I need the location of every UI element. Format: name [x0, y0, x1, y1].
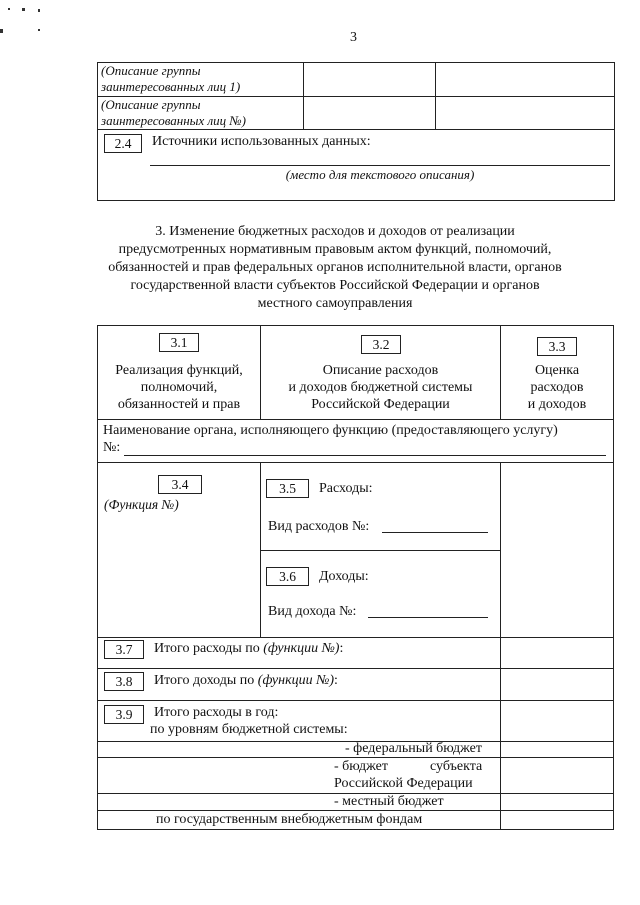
column-header-functions — [98, 362, 260, 413]
table-border — [435, 62, 436, 129]
table-border — [97, 62, 98, 201]
table-border — [97, 810, 614, 811]
table-border — [97, 668, 614, 669]
table-border — [97, 462, 614, 463]
code-box-3-9: 3.9 — [104, 705, 144, 724]
heading-line: предусмотренных нормативным правовым актом функций, полномочий, — [118, 242, 552, 257]
code-box-3-6: 3.6 — [266, 567, 309, 586]
total-income-label — [154, 673, 338, 689]
header-line: и доходов — [527, 397, 587, 412]
table-border — [97, 200, 614, 201]
code-box-3-1: 3.1 — [159, 333, 199, 352]
header-line: Оценка — [534, 363, 580, 378]
column-header-assessment — [501, 362, 613, 413]
group-description-1: (Описание группы заинтересованных лиц 1) — [101, 63, 241, 94]
column-header-description — [261, 362, 500, 413]
page-number: 3 — [350, 30, 357, 45]
table-border — [97, 829, 614, 830]
code-box-3-3: 3.3 — [537, 337, 577, 356]
code-box-3-8: 3.8 — [104, 672, 144, 691]
heading-line: местного самоуправления — [257, 296, 413, 311]
heading-line: государственной власти субъектов Российской Федерации и органов — [130, 278, 540, 293]
organ-name-label: Наименование органа, исполняющего функцию (предоставляющего услугу) — [103, 423, 558, 438]
sources-label: Источники использованных данных: — [152, 134, 371, 149]
scan-mark — [22, 8, 25, 11]
table-border — [97, 129, 614, 130]
header-line: Российской Федерации — [311, 397, 450, 412]
table-border — [614, 62, 615, 201]
scan-mark — [8, 8, 10, 10]
organ-number-label: №: — [103, 440, 121, 455]
label-text: Итого расходы по — [154, 641, 264, 656]
label-text: Итого доходы по — [154, 673, 258, 688]
scan-mark — [0, 29, 3, 33]
table-border — [260, 462, 261, 637]
expenses-label: Расходы: — [319, 481, 373, 496]
code-box-3-4: 3.4 — [158, 475, 202, 494]
header-line: и доходов бюджетной системы — [288, 380, 473, 395]
offbudget-funds-label: по государственным внебюджетным фондам — [156, 812, 423, 827]
header-line: расходов — [530, 380, 584, 395]
fill-line — [382, 532, 488, 533]
table-border — [97, 325, 614, 326]
label-text: (функции №) — [257, 673, 335, 688]
header-line: полномочий, — [140, 380, 218, 395]
heading-line: обязанностей и прав федеральных органов исполнительной власти, органов — [108, 260, 562, 275]
table-border — [97, 700, 614, 701]
table-border — [97, 757, 614, 758]
total-year-label: Итого расходы в год: — [154, 705, 279, 720]
label-text: (функции №) — [263, 641, 340, 656]
code-box-3-2: 3.2 — [361, 335, 401, 354]
header-line: обязанностей и прав — [117, 397, 241, 412]
table-border — [97, 637, 614, 638]
label-text: : — [334, 673, 338, 688]
subject-budget-label-c: Российской Федерации — [334, 776, 473, 791]
federal-budget-label: - федеральный бюджет — [344, 741, 482, 756]
by-levels-label: по уровням бюджетной системы: — [150, 722, 348, 737]
code-box-2-4: 2.4 — [104, 134, 142, 153]
scan-mark — [38, 29, 40, 31]
header-line: Описание расходов — [322, 363, 439, 378]
code-box-3-7: 3.7 — [104, 640, 144, 659]
table-border — [97, 419, 614, 420]
table-border — [303, 62, 304, 129]
fill-line — [368, 617, 488, 618]
label-text: : — [339, 641, 344, 656]
header-line: Реализация функций, — [115, 363, 243, 378]
expense-type-label: Вид расходов №: — [268, 519, 370, 534]
income-label: Доходы: — [319, 569, 369, 584]
heading-line: 3. Изменение бюджетных расходов и доходов от реализации — [155, 224, 515, 239]
code-box-3-5: 3.5 — [266, 479, 309, 498]
fill-line — [124, 455, 606, 456]
text-placeholder: (место для текстового описания) — [285, 167, 475, 182]
table-border — [260, 550, 500, 551]
table-border — [613, 325, 614, 830]
total-expenses-label — [154, 641, 343, 657]
subject-budget-label-b: субъекта — [430, 759, 483, 774]
function-label: (Функция №) — [104, 497, 179, 512]
scan-mark — [38, 9, 40, 12]
table-border — [500, 462, 501, 830]
local-budget-label: - местный бюджет — [334, 794, 444, 809]
subject-budget-label-a: - бюджет — [334, 759, 388, 774]
section-heading — [80, 223, 590, 313]
income-type-label: Вид дохода №: — [268, 604, 357, 619]
group-description-n: (Описание группы заинтересованных лиц №) — [101, 97, 247, 128]
text-line — [150, 165, 610, 166]
